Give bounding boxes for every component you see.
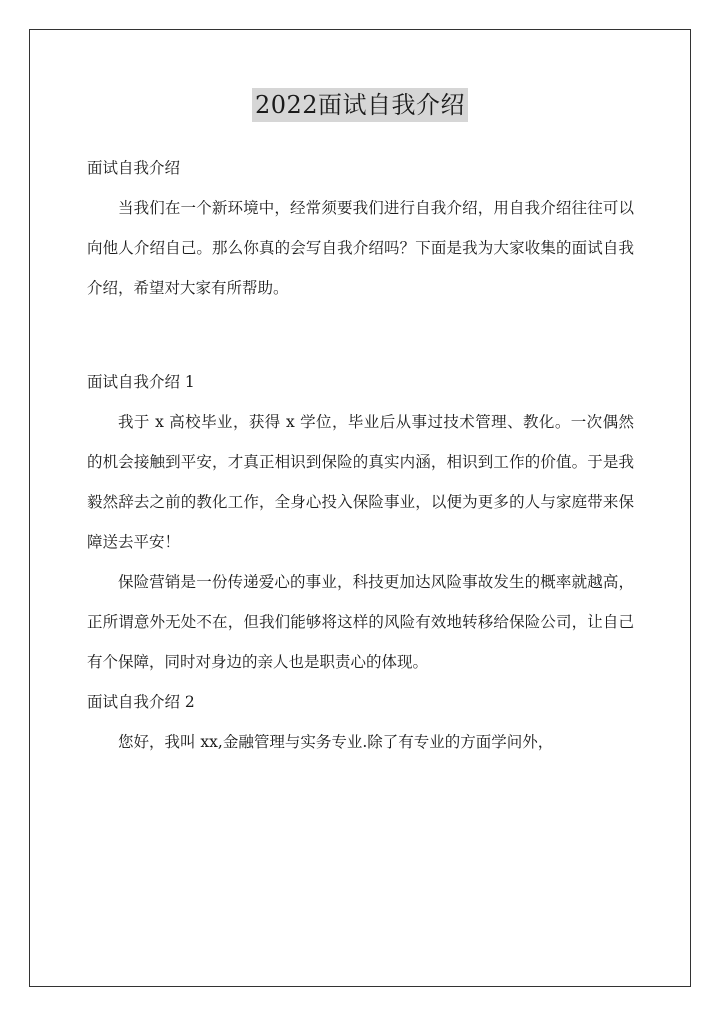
document-body (87, 148, 634, 762)
section-spacer (87, 308, 634, 362)
paragraph: 保险营销是一份传递爱心的事业，科技更加达风险事故发生的概率就越高，正所谓意外无处不在，但我们能够将这样的风险有效地转移给保险公司，让自己有个保障，同时对身边的亲人也是职责心的体现。 (87, 573, 634, 671)
section-heading-2: 面试自我介绍 2 (87, 693, 195, 711)
document-title: 2022面试自我介绍 (252, 88, 468, 122)
section-heading-1: 面试自我介绍 1 (87, 373, 195, 391)
title-container (0, 88, 720, 122)
paragraph: 您好，我叫 xx,金融管理与实务专业.除了有专业的方面学问外， (118, 733, 554, 751)
paragraph: 我于 x 高校毕业，获得 x 学位，毕业后从事过技术管理、教化。一次偶然的机会接触到平安，才真正相识到保险的真实内涵，相识到工作的价值。于是我毅然辞去之前的教化工作，全身心投入保险事业，以便为更多的人与家庭带来保障送去平安！ (87, 413, 634, 551)
section-heading-intro: 面试自我介绍 (87, 159, 181, 177)
paragraph: 当我们在一个新环境中，经常须要我们进行自我介绍，用自我介绍往往可以向他人介绍自己。那么你真的会写自我介绍吗？下面是我为大家收集的面试自我介绍，希望对大家有所帮助。 (87, 199, 634, 297)
